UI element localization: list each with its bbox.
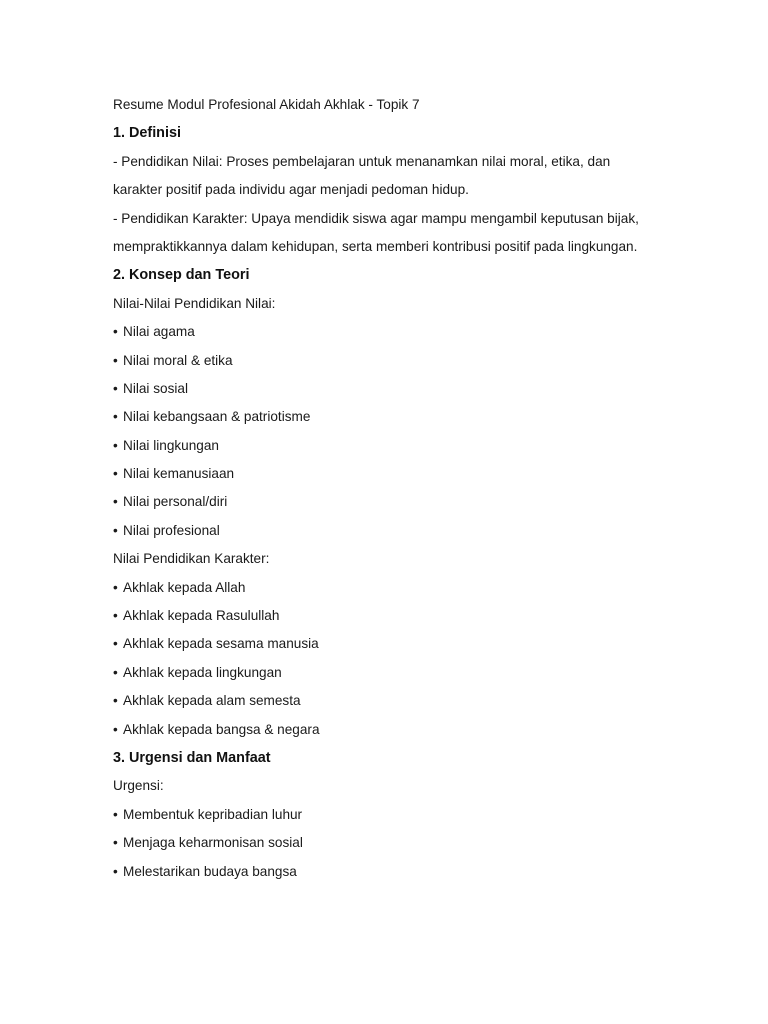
karakter-list-intro: Nilai Pendidikan Karakter: (113, 551, 270, 567)
list-item: • Nilai moral & etika (113, 347, 673, 375)
list-item: • Melestarikan budaya bangsa (113, 858, 673, 886)
list-item: • Akhlak kepada sesama manusia (113, 630, 673, 658)
list-item: • Nilai kebangsaan & patriotisme (113, 403, 673, 431)
bullet-icon: • (113, 409, 118, 425)
karakter-list (113, 574, 673, 744)
bullet-icon: • (113, 352, 118, 368)
bullet-icon: • (113, 806, 118, 822)
urgensi-list-intro: Urgensi: (113, 778, 164, 794)
list-item: • Membentuk kepribadian luhur (113, 801, 673, 829)
definition-pendidikan-nilai-line-1: - Pendidikan Nilai: Proses pembelajaran untuk menanamkan nilai moral, etika, dan (113, 153, 611, 169)
list-item: • Akhlak kepada lingkungan (113, 659, 673, 687)
list-item: • Akhlak kepada alam semesta (113, 687, 673, 715)
section-heading-definisi: 1. Definisi (113, 125, 181, 142)
bullet-icon: • (113, 721, 118, 737)
definition-pendidikan-karakter-line-2: mempraktikkannya dalam kehidupan, serta memberi kontribusi positif pada lingkungan. (113, 238, 638, 254)
section-heading-konsep-teori: 2. Konsep dan Teori (113, 267, 250, 284)
list-item: • Nilai agama (113, 318, 673, 346)
list-item: • Nilai sosial (113, 375, 673, 403)
bullet-icon: • (113, 835, 118, 851)
list-item: • Akhlak kepada Rasulullah (113, 602, 673, 630)
document-title: Resume Modul Profesional Akidah Akhlak - Topik 7 (113, 97, 420, 112)
bullet-icon: • (113, 494, 118, 510)
list-item: • Nilai personal/diri (113, 488, 673, 516)
bullet-icon: • (113, 863, 118, 879)
document-page (113, 91, 673, 886)
definition-pendidikan-nilai-line-2: karakter positif pada individu agar menjadi pedoman hidup. (113, 182, 469, 198)
bullet-icon: • (113, 693, 118, 709)
list-item: • Nilai profesional (113, 517, 673, 545)
list-item: • Akhlak kepada bangsa & negara (113, 716, 673, 744)
list-item: • Akhlak kepada Allah (113, 574, 673, 602)
bullet-icon: • (113, 324, 118, 340)
bullet-icon: • (113, 522, 118, 538)
nilai-list (113, 318, 673, 545)
bullet-icon: • (113, 608, 118, 624)
bullet-icon: • (113, 437, 118, 453)
bullet-icon: • (113, 466, 118, 482)
section-heading-urgensi-manfaat: 3. Urgensi dan Manfaat (113, 749, 271, 766)
bullet-icon: • (113, 579, 118, 595)
bullet-icon: • (113, 636, 118, 652)
urgensi-list (113, 801, 673, 886)
definition-pendidikan-karakter-line-1: - Pendidikan Karakter: Upaya mendidik siswa agar mampu mengambil keputusan bijak, (113, 210, 639, 226)
list-item: • Nilai lingkungan (113, 432, 673, 460)
bullet-icon: • (113, 664, 118, 680)
list-item: • Menjaga keharmonisan sosial (113, 829, 673, 857)
list-item: • Nilai kemanusiaan (113, 460, 673, 488)
nilai-list-intro: Nilai-Nilai Pendidikan Nilai: (113, 295, 276, 311)
bullet-icon: • (113, 380, 118, 396)
